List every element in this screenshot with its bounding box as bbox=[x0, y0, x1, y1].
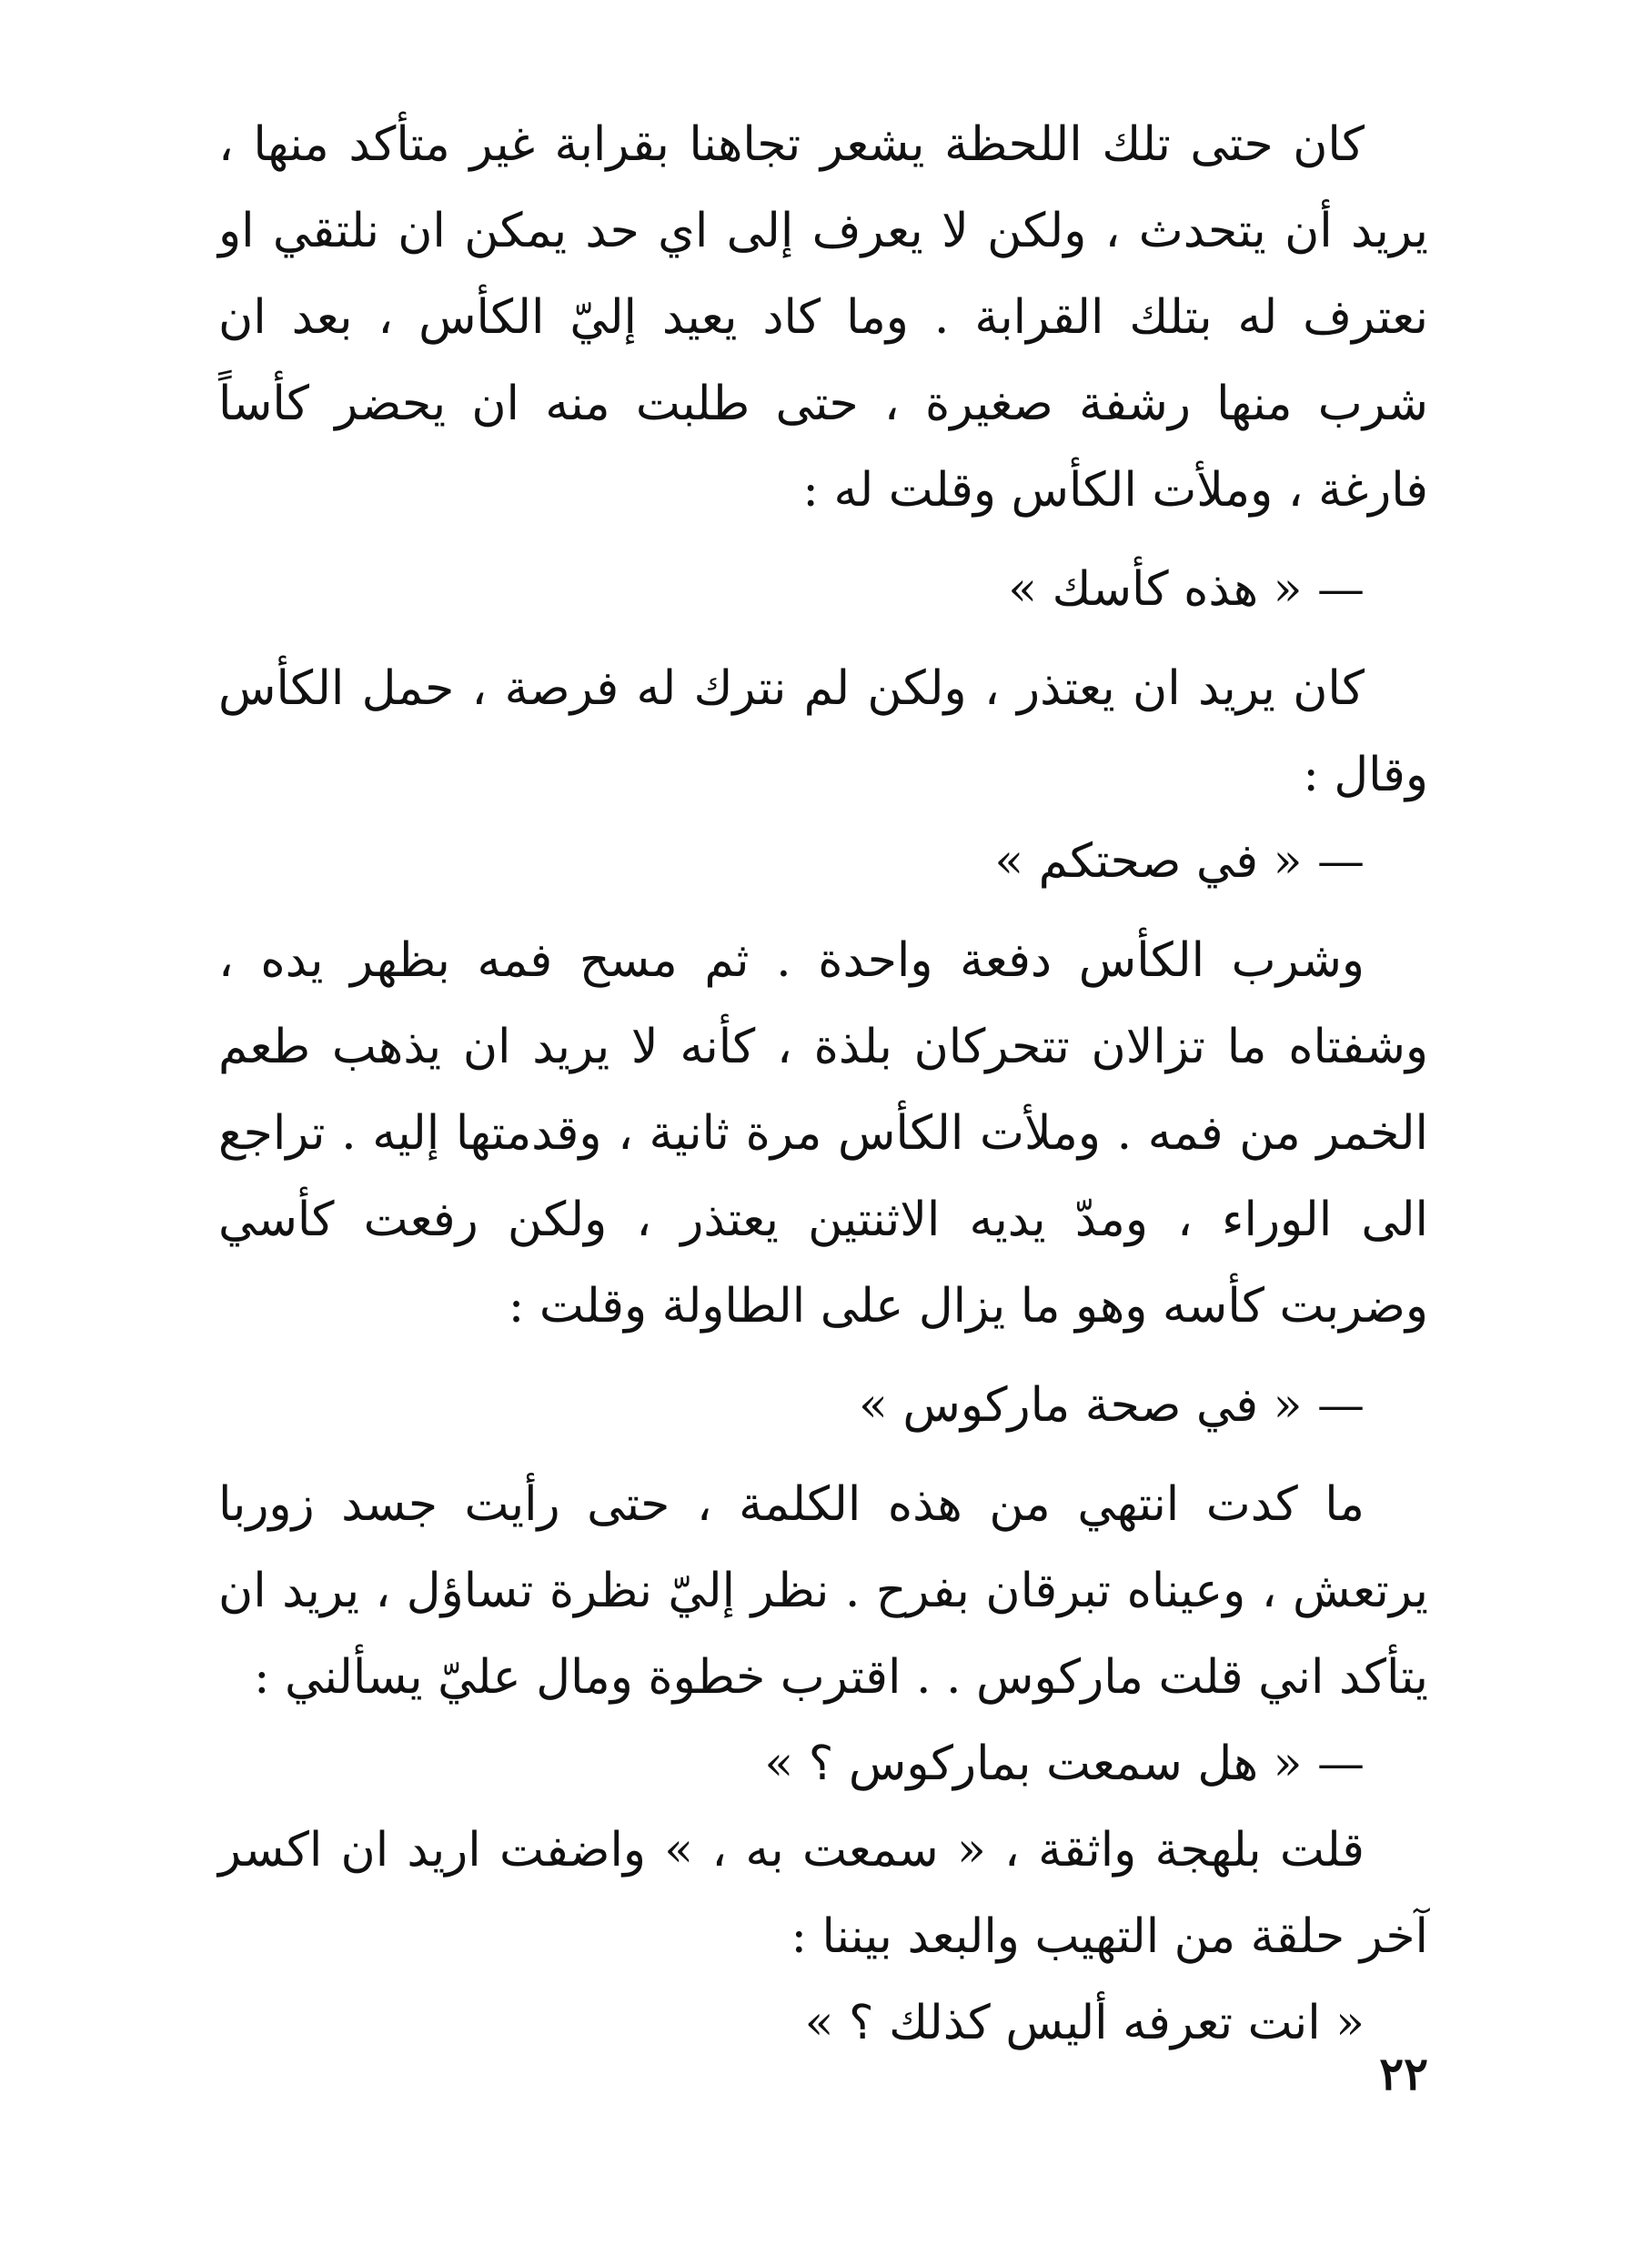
dialogue-line: — « في صحتكم » bbox=[994, 834, 1365, 889]
paragraph: كان حتى تلك اللحظة يشعر تجاهنا بقرابة غير متأكد منها ، يريد أن يتحدث ، ولكن لا يعرف إلى اي حد يمكن ان نلتقي او نعترف له بتلك القرابة . وما كاد يعيد إليّ الكأس ، بعد ان شرب منها رشفة صغيرة ، حتى طلبت منه ان يحضر كأساً فارغة ، وملأت الكأس وقلت له : bbox=[218, 117, 1428, 518]
paragraph: وشرب الكأس دفعة واحدة . ثم مسح فمه بظهر يده ، وشفتاه ما تزالان تتحركان بلذة ، كأنه لا يريد ان يذهب طعم الخمر من فمه . وملأت الكأس مرة ثانية ، وقدمتها إليه . تراجع الى الوراء ، ومدّ يديه الاثنتين يعتذر ، ولكن رفعت كأسي وضربت كأسه وهو ما يزال على الطاولة وقلت : bbox=[218, 933, 1428, 1334]
page-number: ٢٢ bbox=[1379, 2047, 1428, 2100]
dialogue-line: — « هل سمعت بماركوس ؟ » bbox=[764, 1737, 1365, 1791]
dialogue-line: — « في صحة ماركوس » bbox=[859, 1378, 1365, 1433]
page-text bbox=[218, 102, 1428, 2067]
paragraph: ما كدت انتهي من هذه الكلمة ، حتى رأيت جسد زوربا يرتعش ، وعيناه تبرقان بفرح . نظر إليّ نظرة تساؤل ، يريد ان يتأكد اني قلت ماركوس . . اقترب خطوة ومال عليّ يسألني : bbox=[218, 1477, 1428, 1705]
dialogue-line: « انت تعرفه أليس كذلك ؟ » bbox=[804, 1996, 1365, 2050]
paragraph: كان يريد ان يعتذر ، ولكن لم نترك له فرصة ، حمل الكأس وقال : bbox=[218, 661, 1428, 802]
dialogue-line: — « هذه كأسك » bbox=[1008, 562, 1365, 617]
paragraph: قلت بلهجة واثقة ، « سمعت به ، » واضفت اريد ان اكسر آخر حلقة من التهيب والبعد بيننا : bbox=[218, 1823, 1428, 1964]
